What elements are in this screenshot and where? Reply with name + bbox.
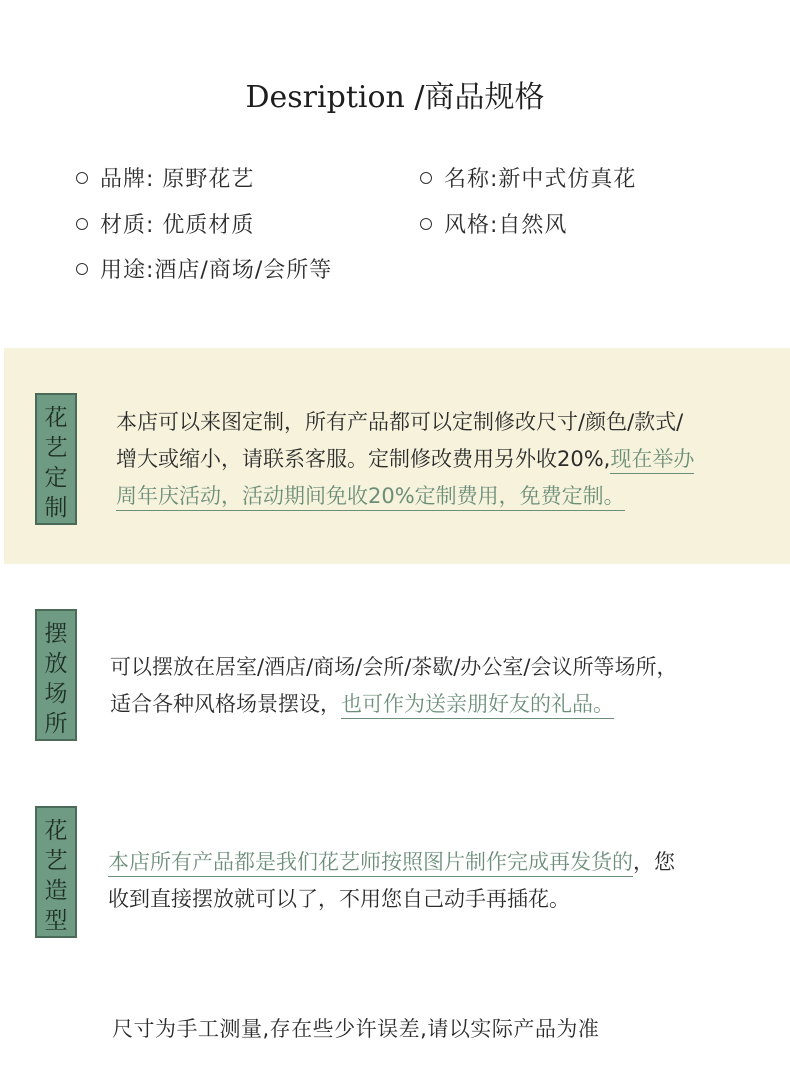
section-text-styling bbox=[108, 844, 675, 918]
title-en: Desription bbox=[245, 80, 405, 115]
text-line bbox=[116, 441, 694, 478]
section-tag-placement bbox=[35, 609, 77, 741]
spec-text: 风格:自然风 bbox=[444, 213, 568, 238]
tag-char: 放 bbox=[44, 651, 68, 677]
spec-item-name bbox=[420, 162, 636, 193]
bullet-icon bbox=[76, 263, 88, 275]
spec-item-usage bbox=[76, 253, 332, 284]
bullet-icon bbox=[420, 218, 432, 230]
text-line bbox=[116, 478, 694, 515]
tag-char: 摆 bbox=[44, 621, 68, 647]
bullet-icon bbox=[76, 172, 88, 184]
tag-char: 场 bbox=[44, 681, 68, 707]
tag-char: 制 bbox=[44, 495, 68, 521]
section-tag-custom bbox=[35, 393, 77, 525]
text-line: 本店可以来图定制，所有产品都可以定制修改尺寸/颜色/款式/ bbox=[116, 410, 684, 434]
tag-char: 艺 bbox=[44, 848, 68, 874]
tag-char: 花 bbox=[44, 818, 68, 844]
text-plain: ，您 bbox=[633, 850, 675, 874]
bullet-icon bbox=[420, 172, 432, 184]
highlight-text: 本店所有产品都是我们花艺师按照图片制作完成再发货的 bbox=[108, 850, 633, 877]
text-line: 可以摆放在居室/酒店/商场/会所/茶歇/办公室/会议所等场所， bbox=[110, 655, 678, 679]
section-text-placement bbox=[110, 649, 677, 723]
text-line: 收到直接摆放就可以了，不用您自己动手再插花。 bbox=[108, 887, 570, 911]
spec-text: 名称:新中式仿真花 bbox=[444, 167, 637, 192]
footer-note: 尺寸为手工测量,存在些少许误差,请以实际产品为准 bbox=[112, 1017, 600, 1041]
section-text-custom bbox=[116, 404, 694, 515]
text-line bbox=[110, 686, 677, 723]
spec-item-style bbox=[420, 208, 567, 239]
spec-item-material bbox=[76, 208, 254, 239]
tag-char: 型 bbox=[44, 908, 68, 934]
spec-text: 品牌: 原野花艺 bbox=[100, 167, 255, 192]
tag-char: 造 bbox=[44, 878, 68, 904]
highlight-text: 周年庆活动，活动期间免收20%定制费用，免费定制。 bbox=[116, 484, 625, 511]
spec-text: 材质: 优质材质 bbox=[100, 213, 255, 238]
tag-char: 花 bbox=[44, 405, 68, 431]
text-plain: 增大或缩小，请联系客服。定制修改费用另外收20%, bbox=[116, 447, 611, 471]
tag-char: 定 bbox=[44, 465, 68, 491]
tag-char: 艺 bbox=[44, 435, 68, 461]
text-plain: 适合各种风格场景摆设， bbox=[110, 692, 341, 716]
highlight-text: 也可作为送亲朋好友的礼品。 bbox=[341, 692, 614, 719]
page-title bbox=[0, 72, 790, 116]
bullet-icon bbox=[76, 218, 88, 230]
title-cn: /商品规格 bbox=[404, 80, 545, 115]
spec-text: 用途:酒店/商场/会所等 bbox=[100, 258, 333, 283]
spec-item-brand bbox=[76, 162, 254, 193]
highlight-text: 现在举办 bbox=[610, 447, 694, 474]
tag-char: 所 bbox=[44, 711, 68, 737]
section-tag-styling bbox=[35, 806, 77, 938]
text-line bbox=[108, 844, 675, 881]
